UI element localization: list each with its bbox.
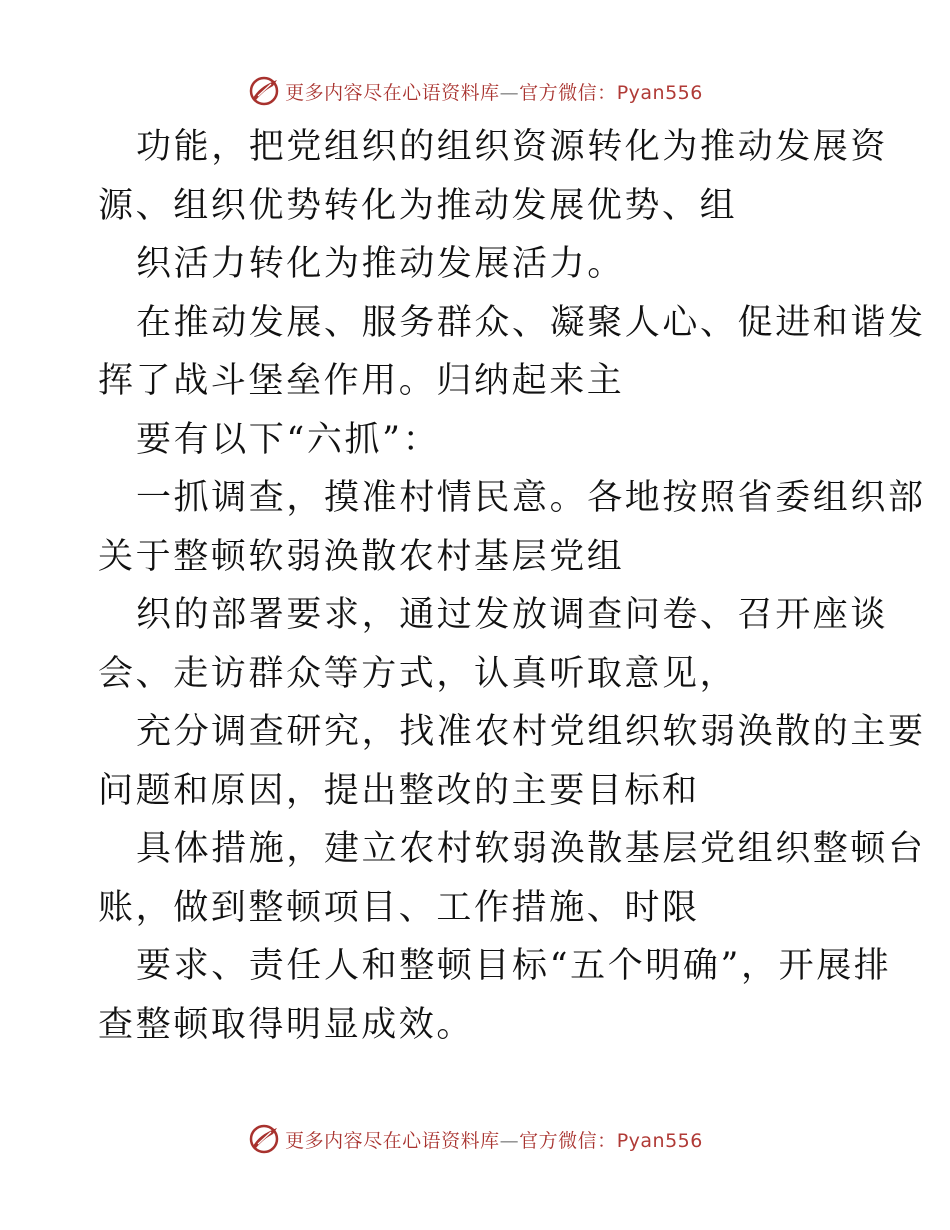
text-line: 充分调查研究，找准农村党组织软弱涣散的主要 bbox=[136, 712, 926, 752]
watermark-title: 更多内容尽在心语资料库 bbox=[285, 81, 500, 104]
watermark-separator: — bbox=[499, 81, 520, 104]
text-line: 具体措施，建立农村软弱涣散基层党组织整顿台 bbox=[136, 829, 926, 869]
watermark-contact: 官方微信： bbox=[519, 1129, 617, 1152]
brand-logo-icon bbox=[247, 1122, 281, 1156]
brand-logo-icon bbox=[247, 74, 281, 108]
text-line: 问题和原因，提出整改的主要目标和 bbox=[98, 770, 700, 811]
text-line: 织的部署要求，通过发放调查问卷、召开座谈 bbox=[136, 595, 889, 635]
text-line: 要求、责任人和整顿目标“五个明确”，开展排 bbox=[136, 946, 892, 986]
watermark-contact: 官方微信： bbox=[519, 81, 617, 104]
header-watermark bbox=[0, 71, 950, 111]
text-line: 一抓调查，摸准村情民意。各地按照省委组织部 bbox=[136, 478, 926, 518]
watermark-title: 更多内容尽在心语资料库 bbox=[285, 1129, 500, 1152]
watermark-id: Pyan556 bbox=[616, 1129, 703, 1152]
text-line: 挥了战斗堡垒作用。归纳起来主 bbox=[98, 361, 625, 401]
watermark-text bbox=[285, 78, 703, 105]
text-line: 查整顿取得明显成效。 bbox=[98, 1004, 475, 1045]
text-line: 源、组织优势转化为推动发展优势、组 bbox=[98, 185, 738, 226]
watermark-separator: — bbox=[499, 1129, 520, 1152]
watermark-text bbox=[285, 1126, 703, 1153]
footer-watermark bbox=[0, 1119, 950, 1159]
text-line: 关于整顿软弱涣散农村基层党组 bbox=[98, 536, 625, 577]
document-body bbox=[98, 118, 926, 1054]
text-line: 要有以下“六抓”： bbox=[136, 419, 441, 460]
text-line: 会、走访群众等方式，认真听取意见， bbox=[98, 653, 738, 694]
text-line: 账，做到整顿项目、工作措施、时限 bbox=[98, 887, 700, 928]
text-line: 功能，把党组织的组织资源转化为推动发展资 bbox=[136, 127, 889, 167]
text-line: 在推动发展、服务群众、凝聚人心、促进和谐发 bbox=[136, 302, 926, 343]
text-line: 织活力转化为推动发展活力。 bbox=[136, 244, 625, 284]
watermark-id: Pyan556 bbox=[616, 81, 703, 104]
